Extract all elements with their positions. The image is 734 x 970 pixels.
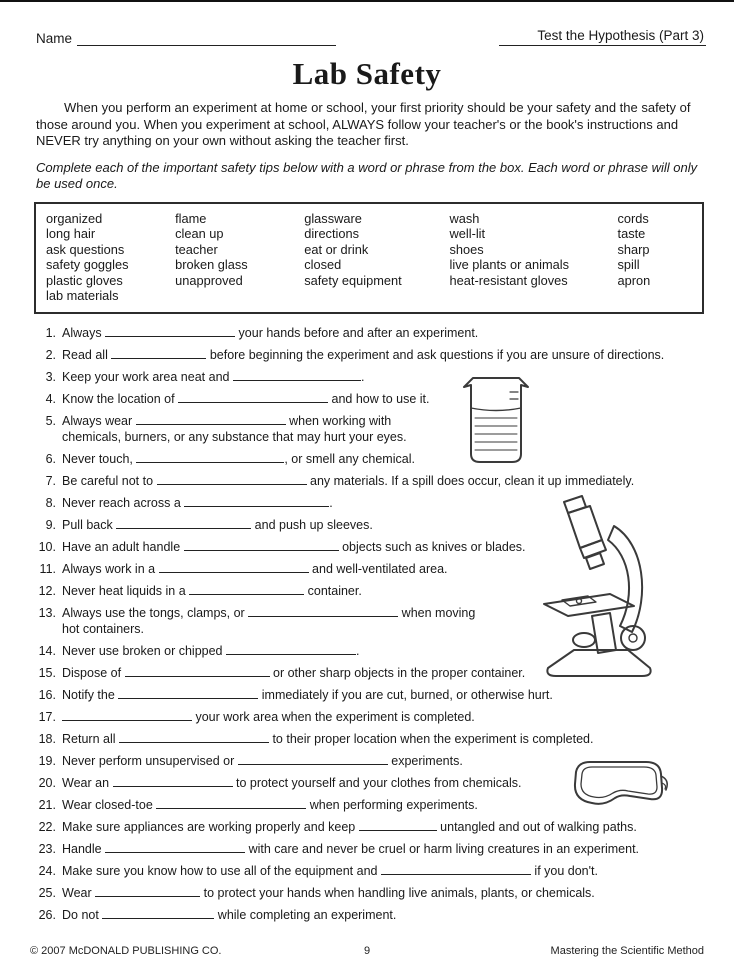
fill-in-blank (136, 413, 286, 425)
word-box-term: well-lit (449, 226, 486, 241)
item-number: 22. (38, 819, 56, 834)
word-box-column (450, 211, 618, 304)
page-number: 9 (363, 945, 371, 957)
word-box-column (618, 211, 694, 304)
fill-in-blank (119, 731, 269, 743)
item-number: 20. (38, 775, 56, 790)
word-box-term: directions (304, 226, 359, 241)
worksheet-item (26, 731, 712, 747)
fill-in-blank (113, 775, 233, 787)
worksheet-item (26, 413, 712, 445)
fill-in-blank (105, 325, 235, 337)
word-box-term: glassware (304, 210, 362, 226)
word-box-term: organized (46, 210, 103, 226)
series-title: Mastering the Scientific Method (550, 945, 705, 957)
word-box-term: long hair (46, 226, 96, 241)
word-box-term: broken glass (175, 257, 248, 272)
word-box-term: live plants or animals (449, 257, 570, 272)
fill-in-blank (102, 907, 214, 919)
copyright-text: © 2007 McDONALD PUBLISHING CO. (30, 945, 222, 957)
word-box-term: safety equipment (304, 272, 402, 288)
item-text: Make sure appliances are working properly and keep untangled and out of walking paths. (62, 819, 637, 834)
word-box-term: sharp (617, 241, 650, 257)
item-text: your work area when the experiment is completed. (62, 709, 712, 725)
item-text: Always use the tongs, clamps, or when moving hot containers. (62, 605, 476, 636)
word-box-term: apron (617, 272, 651, 288)
unit-title: Test the Hypothesis (Part 3) (499, 28, 706, 46)
item-text: Never heat liquids in a container. (62, 583, 362, 598)
item-number: 10. (38, 539, 56, 554)
item-text: Know the location of and how to use it. (62, 391, 430, 406)
item-number: 9. (45, 517, 56, 532)
footer (30, 945, 704, 957)
item-text: Be careful not to any materials. If a spill does occur, clean it up immediately. (62, 473, 635, 488)
beaker-illustration (452, 372, 536, 470)
word-box-term: flame (175, 210, 207, 226)
fill-in-blank (105, 841, 245, 853)
header (36, 28, 706, 46)
fill-in-blank (184, 495, 329, 507)
word-box-term: wash (449, 210, 480, 226)
word-box-term: safety goggles (46, 257, 129, 272)
fill-in-blank (248, 605, 398, 617)
item-number: 23. (38, 841, 56, 856)
fill-in-blank (156, 797, 306, 809)
name-field-group (36, 30, 336, 46)
word-box-term: taste (617, 226, 646, 241)
word-box-term: eat or drink (304, 241, 369, 257)
fill-in-blank (233, 369, 361, 381)
worksheet-item (26, 819, 712, 835)
fill-in-blank (62, 709, 192, 721)
worksheet-item (26, 841, 712, 857)
item-text: Never touch, , or smell any chemical. (62, 451, 415, 466)
fill-in-blank (226, 643, 356, 655)
word-box-term: shoes (449, 241, 484, 257)
item-text: Always work in a and well-ventilated area. (62, 561, 448, 576)
fill-in-blank (189, 583, 304, 595)
word-box-column (46, 211, 175, 304)
word-box-term: closed (304, 257, 342, 272)
item-number: 24. (38, 863, 56, 878)
word-box-column (175, 211, 304, 304)
item-number: 4. (45, 391, 56, 406)
fill-in-blank (95, 885, 200, 897)
item-number: 18. (38, 731, 56, 746)
word-box-term: lab materials (46, 288, 119, 303)
word-box-term: ask questions (46, 241, 125, 257)
item-text: Wear an to protect yourself and your clothes from chemicals. (62, 775, 522, 790)
item-text: Never reach across a . (62, 495, 333, 510)
item-text: Wear to protect your hands when handling live animals, plants, or chemicals. (62, 885, 595, 900)
item-text: Never perform unsupervised or experiments. (62, 753, 463, 768)
item-number: 8. (45, 495, 56, 510)
item-text: Read all before beginning the experiment and ask questions if you are unsure of directions. (62, 347, 665, 362)
item-number: 7. (45, 473, 56, 488)
item-text: Do not while completing an experiment. (62, 907, 397, 922)
worksheet-item (26, 369, 712, 385)
item-text: Pull back and push up sleeves. (62, 517, 373, 532)
instructions-paragraph: Complete each of the important safety tips below with a word or phrase from the box. Each word or phrase will only be used once. (36, 159, 698, 191)
item-text: Always wear when working with chemicals, burners, or any substance that may hurt your eyes. (62, 413, 407, 444)
fill-in-blank (159, 561, 309, 573)
item-text: Handle with care and never be cruel or harm living creatures in an experiment. (62, 841, 640, 856)
item-number: 2. (45, 347, 56, 362)
fill-in-blank (359, 819, 437, 831)
fill-in-blank (118, 687, 258, 699)
name-blank-line (77, 30, 336, 46)
fill-in-blank (116, 517, 251, 529)
worksheet-item (26, 325, 712, 341)
word-box-term: clean up (175, 226, 224, 241)
item-number: 13. (38, 605, 56, 620)
item-text: Wear closed-toe when performing experiments. (62, 797, 478, 812)
worksheet-item (26, 451, 712, 467)
fill-in-blank (184, 539, 339, 551)
word-box-term: cords (617, 210, 649, 226)
item-text: Return all to their proper location when the experiment is completed. (62, 731, 594, 746)
item-number: 16. (38, 687, 56, 702)
intro-paragraph: When you perform an experiment at home or school, your first priority should be your safety and the safety of those around you. When you experiment at school, ALWAYS follow your teacher's or the book's instructions and NEVER try anything on your own without asking the teacher first. (36, 100, 691, 148)
microscope-illustration (536, 492, 664, 682)
word-box-column (304, 211, 449, 304)
page-title: Lab Safety (292, 56, 442, 91)
item-number: 6. (45, 451, 56, 466)
item-number: 25. (38, 885, 56, 900)
item-number: 14. (38, 643, 56, 658)
fill-in-blank (136, 451, 284, 463)
item-number: 11. (39, 561, 56, 576)
word-box (34, 202, 704, 314)
item-number: 3. (45, 369, 56, 384)
item-text: Always your hands before and after an experiment. (62, 325, 479, 340)
item-text: Notify the immediately if you are cut, burned, or otherwise hurt. (62, 687, 553, 702)
fill-in-blank (178, 391, 328, 403)
item-text: Have an adult handle objects such as knives or blades. (62, 539, 526, 554)
word-box-term: teacher (175, 241, 218, 257)
item-number: 17. (38, 709, 56, 724)
fill-in-blank (111, 347, 206, 359)
worksheet-item (26, 885, 712, 901)
worksheet-item (26, 687, 712, 703)
item-number: 19. (38, 753, 56, 768)
fill-in-blank (381, 863, 531, 875)
item-number: 26. (38, 907, 56, 922)
item-text: Dispose of or other sharp objects in the proper container. (62, 665, 526, 680)
name-label: Name (36, 31, 73, 46)
item-number: 12. (38, 583, 56, 598)
worksheet-item (26, 391, 712, 407)
scan-artifact (0, 0, 734, 2)
worksheet-item (26, 347, 712, 363)
worksheet-item (26, 473, 712, 489)
item-text: Keep your work area neat and . (62, 369, 365, 384)
word-box-term: heat-resistant gloves (449, 272, 568, 288)
safety-goggles-illustration (566, 756, 670, 816)
worksheet-item (26, 863, 712, 879)
item-text: Never use broken or chipped . (62, 643, 360, 658)
item-text: Make sure you know how to use all of the equipment and if you don't. (62, 863, 598, 878)
item-number: 21. (38, 797, 56, 812)
item-number: 15. (38, 665, 56, 680)
fill-in-blank (125, 665, 270, 677)
worksheet-item (26, 907, 712, 923)
fill-in-blank (157, 473, 307, 485)
word-box-term: plastic gloves (46, 272, 123, 288)
word-box-term: spill (617, 257, 640, 272)
word-box-term: unapproved (175, 272, 243, 288)
item-number: 5. (45, 413, 56, 428)
fill-in-blank (238, 753, 388, 765)
worksheet-item (26, 709, 712, 725)
item-number: 1. (45, 325, 56, 340)
